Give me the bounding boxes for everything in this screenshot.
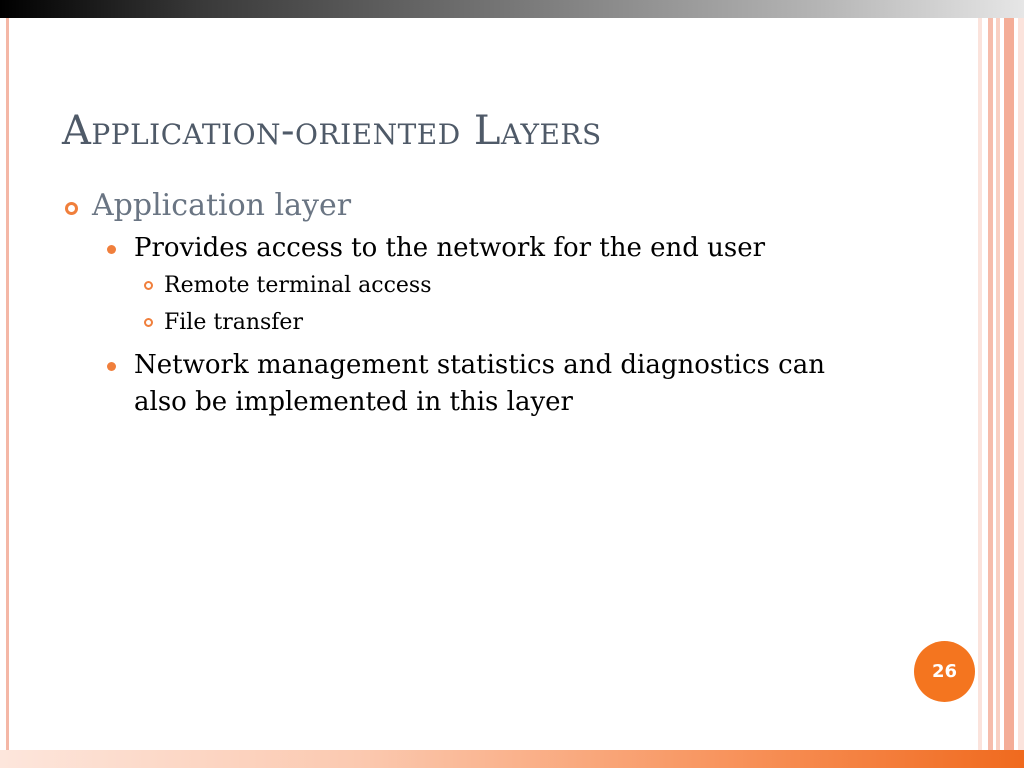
right-accent-stripes [978,18,1024,750]
bullet-text: Provides access to the network for the end user [134,233,766,263]
slide-title: Application-oriented Layers [62,108,602,154]
bullet-level2-network-management [62,347,882,421]
bullet-text: Remote terminal access [164,273,432,298]
bottom-gradient-bar [0,750,1024,768]
left-accent-stripe [6,18,9,750]
page-number-badge: 26 [914,641,975,702]
bullet-level3-remote-terminal [62,267,882,304]
top-gradient-bar [0,0,1024,18]
bullet-level1-application-layer [62,186,882,226]
filled-circle-bullet-icon [107,362,116,371]
bullet-text: File transfer [164,310,303,335]
filled-circle-bullet-icon [107,245,116,254]
hollow-circle-bullet-icon [144,318,153,327]
bullet-text: Application layer [92,188,352,223]
hollow-circle-bullet-icon [65,202,78,215]
bullet-level3-file-transfer [62,304,882,341]
bullet-level2-provides-access [62,230,882,267]
hollow-circle-bullet-icon [144,281,153,290]
bullet-text: Network management statistics and diagnostics can also be implemented in this layer [134,350,825,417]
slide-content [62,186,882,421]
